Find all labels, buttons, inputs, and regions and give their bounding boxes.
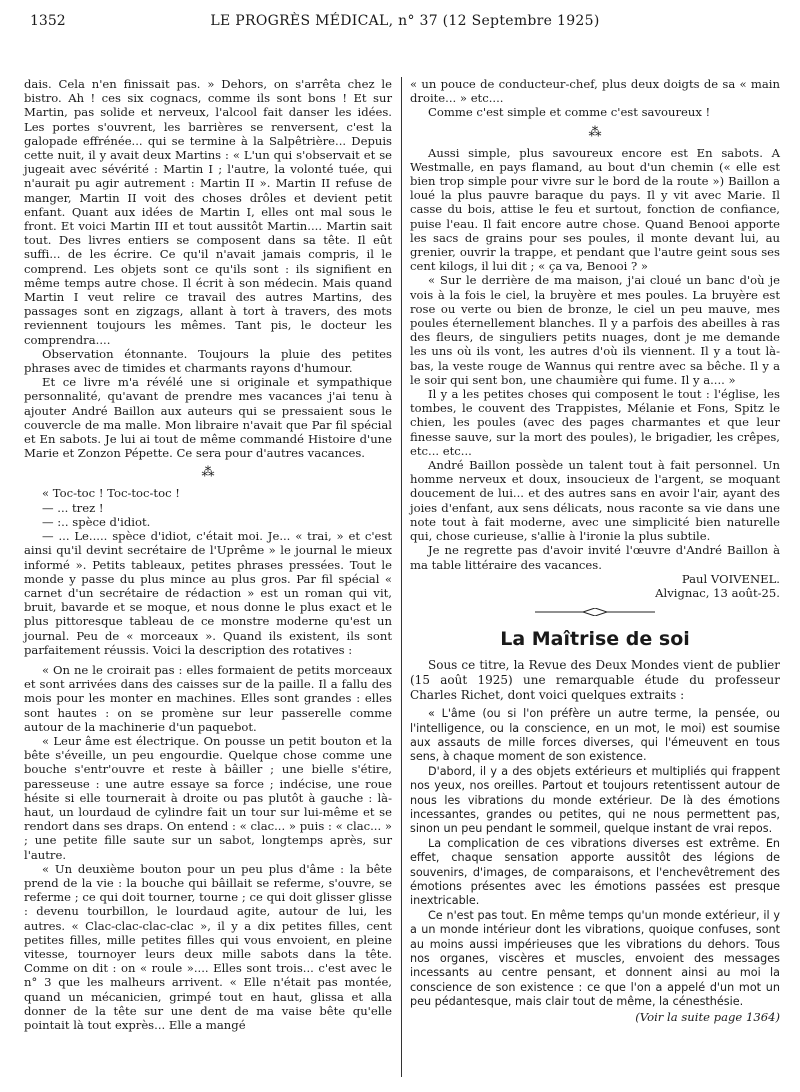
author-signature: Paul VOIVENEL. [681,571,780,586]
dialogue-line: — ... trez ! [42,500,104,515]
ornament-icon [535,608,655,616]
section-separator-asterism: ⁂ [201,465,215,481]
quote-paragraph: « Sur le derrière de ma maison, j'ai cloué un banc d'où je vois à la fois le ciel, la bruyère et mes poules. La bruyère est rose ou verte ou bien de bronze, le ciel un peu mauve, mes poules éternellement blanches. Il y a parfois des abeilles à ras des fleurs, de singuliers petits nuages, dont je me demande les uns où ils vont, les autres d'où ils viennent. Il y a tout là-bas, la veste rouge de Wannus qui rentre avec sa bêche. Il y a le soir qui sent bon, une chaumière qui fume. Il y a.... » [410,273,780,387]
quote-paragraph: « Leur âme est électrique. On pousse un petit bouton et la bête s'éveille, un peu engourdie. Quelque chose comme une bouche s'entr'ouvre et reste à bâiller ; une bielle s'étire, paresseuse : une autre essaye sa force ; indécise, une roue hésite si elle tournerait à droite ou pas plutôt à gauche : là-haut, un lourdaud de cylindre fait un tour sur lui-même et se rendort dans ses draps. On entend : « clac... » puis : « clac... » ; une petite fille saute sur un sabot, longtemps après, sur l'autre. [24,733,392,862]
paragraph: Et ce livre m'a révélé une si originale et sympathique personnalité, qu'avant de prendre mes vacances j'ai tenu à ajouter André Baillon aux auteurs qui se pressaient sous le couvercle de ma malle. Mon libraire n'avait que Par fil spécial et En sabots. Je lui ai tout de même commandé Histoire d'une Marie et Zonzon Pépette. Ce sera pour d'autres vacances. [24,375,392,461]
paragraph: Aussi simple, plus savoureux encore est En sabots. A Westmalle, en pays flamand, au bout d'un chemin (« elle est bien trop simple pour vivre sur le bord de la route ») Baillon a loué la plus pauvre baraque du pays. Il y vit avec Marie. Il casse du bois, attise le feu et surtout, fonction de confiance, puise l'eau. Il fait encore autre chose. Quand Benooi apporte les sacs de grains pour ses poules, il monte devant lui, au grenier, ouvrir la trappe, et pendant que l'autre geint sous ses cent kilogs, il lui dit ; « ça va, Benooi ? » [410,145,780,274]
continued-note: (Voir la suite page 1364) [635,1009,780,1024]
dialogue-line: « Toc-toc ! Toc-toc-toc ! [42,486,180,501]
article-body [410,707,780,1010]
paragraph: André Baillon possède un talent tout à fait personnel. Un homme nerveux et doux, insoucieux de l'argent, se moquant doucement de lui... et des autres sans en avoir l'air, ayant des joies d'enfant, aux sens délicats, nous raconte sa vie dans une note tout à fait moderne, avec une simplicité bien naturelle qui, chose curieuse, s'allie à l'ironie la plus subtile. [410,458,780,544]
paragraph: Je ne regrette pas d'avoir invité l'œuvre d'André Baillon à ma table littéraire des vacances. [410,543,780,572]
quote-paragraph: « un pouce de conducteur-chef, plus deux doigts de sa « main droite... » etc.... [410,77,780,106]
paragraph: D'abord, il y a des objets extérieurs et multipliés qui frappent nos yeux, nos oreilles. Partout et toujours retentissent autour de nous les vibrations du monde extérieur. De là des émotions incessantes, grandes ou petites, qui ne nous permettent pas, sinon un peu pendant le sommeil, quelque instant de vrai repos. [410,764,780,836]
paragraph: — ... Le..... spèce d'idiot, c'était moi. Je... « trai, » et c'est ainsi qu'il devint secrétaire de l'Uprême » le journal le mieux informé ». Petits tableaux, petites phrases pressées. Tout le monde y passe du plus mince au plus gros. Par fil spécial « carnet d'un secrétaire de rédaction » est un roman qui vit, bruit, bavarde et se moque, et nous donne le plus exact et le plus pittoresque tableau de ce monstre moderne qu'est un journal. Peu de « morceaux ». Quand ils existent, ils sont parfaitement réussis. Voici la description des rotatives : [24,529,392,657]
quote-paragraph: « On ne le croirait pas : elles formaient de petits morceaux et sont arrivées dans des caisses sur de la paille. Il a fallu des mois pour les monter en machines. Elles sont grandes : elles sont hautes : on se promène sur leur passerelle comme autour de la machinerie d'un paquebot. [24,662,392,734]
ornamental-rule [410,608,780,616]
paragraph: Observation étonnante. Toujours la pluie des petites phrases avec de timides et charmants rayons d'humour. [24,346,392,376]
article-intro: Sous ce titre, la Revue des Deux Mondes vient de publier (15 août 1925) une remarquable étude du professeur Charles Richet, dont voici quelques extraits : [410,658,780,703]
column-divider [401,77,402,1077]
article-title: La Maîtrise de soi [500,628,690,651]
right-column [410,77,780,1024]
paragraph: Il y a les petites choses qui composent le tout : l'église, les tombes, le couvent des Trappistes, Mélanie et Fons, Spitz le chien, les poules (avec des pages charmantes et que leur finesse sauve, sur la mort des poules), le brigadier, les crêpes, etc... etc... [410,387,780,458]
page-number: 1352 [30,13,66,29]
left-column [24,77,392,1032]
journal-title: LE PROGRÈS MÉDICAL, n° 37 (12 Septembre 1925) [210,13,600,29]
paragraph: dais. Cela n'en finissait pas. » Dehors, on s'arrêta chez le bistro. Ah ! ces six cognacs, comme ils sont bons ! Et sur Martin, pas solide et nerveux, l'alcool fait danser les idées. Les portes s'ouvrent, les barrières se renversent, c'est la galopade effrénée... qui se termine à la Salpêtrière... Depuis cette nuit, il y avait deux Martins : « L'un qui s'observait et se jugeait avec sévérité : Martin I ; l'autre, la volonté tuée, qui n'aurait pu agir autrement : Martin II ». Martin II refuse de manger, Martin II voit des choses drôles et devient petit enfant. Quant aux idées de Martin I, elles ont mal sous le front. Et voici Martin III et tout aussitôt Martin.... Martin sait tout. Des livres entiers se composent dans sa tête. Il eût suffi... de les écrire. Ce qu'il n'avait jamais compris, il le comprend. Les objets sont ce qu'ils sont : ils signifient en même temps autre chose. Il écrit à son médecin. Mais quand Martin I veut relire ce travail des autres Martins, des passages sont en zigzags, allant à tort à travers, des mots reviennent toujours les mêmes. Tant pis, le docteur les comprendra.... [24,77,392,347]
page-header [30,10,780,32]
quote-paragraph: « Un deuxième bouton pour un peu plus d'âme : la bête prend de la vie : la bouche qui bâillait se referme, s'ouvre, se referme ; ce qui doit tourner, tourne ; ce qui doit glisser glisse : devenu tourbillon, le lourdaud agite, autour de lui, les autres. « Clac-clac-clac-clac », il y a dix petites filles, cent petites filles, mille petites filles qui vous envoient, en pleine vitesse, tournoyer leurs deux mille sabots dans la tête. Comme on dit : on « roule ».... Elles sont trois... c'est avec le n° 3 que les malheurs arrivent. « Elle n'était pas montée, quand un mécanicien, grimpé tout en haut, glissa et alla donner de la tête sur une dent de ma vaise bête qu'elle pointait là tout exprès... Elle a mangé [24,861,392,1032]
place-date: Alvignac, 13 août-25. [655,585,780,600]
paragraph: Comme c'est simple et comme c'est savoureux ! [428,105,711,120]
dialogue-line: — :.. spèce d'idiot. [42,514,151,529]
paragraph: La complication de ces vibrations diverses est extrême. En effet, chaque sensation apporte aussitôt des légions de souvenirs, d'images, de comparaisons, et l'enchevêtrement des émotions présentes avec les émotions passées est presque inextricable. [410,836,780,908]
section-separator-asterism: ⁂ [588,124,602,140]
paragraph: Ce n'est pas tout. En même temps qu'un monde extérieur, il y a un monde intérieur dont les vibrations, quoique confuses, sont au moins aussi impérieuses que les vibrations du dehors. Tous nos organes, viscères et muscles, envoient des messages incessants au centre pensant, et donnent ainsi au moi la conscience de son existence : ce que l'on a appelé d'un mot un peu pédantesque, mais clair tout de même, la cénesthésie. [410,908,780,1009]
paragraph: « L'âme (ou si l'on préfère un autre terme, la pensée, ou l'intelligence, ou la conscience, en un mot, le moi) est soumise aux assauts de mille forces diverses, qui l'émeuvent en tous sens, à chaque moment de son existence. [410,707,780,764]
